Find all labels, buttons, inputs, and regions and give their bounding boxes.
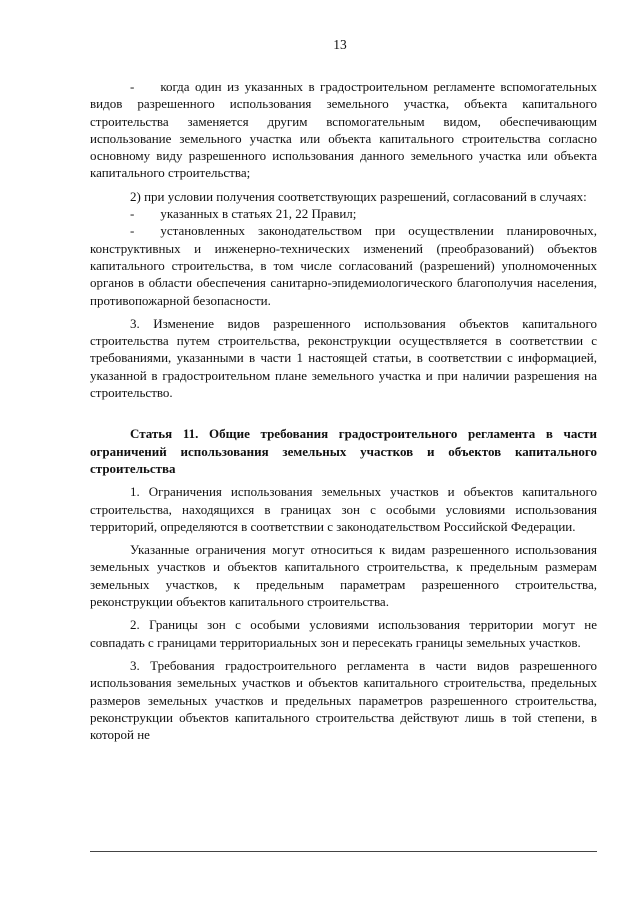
page-body	[90, 78, 597, 743]
paragraph-dash-articles: - указанных в статьях 21, 22 Правил;	[130, 206, 357, 222]
article-11-heading: Статья 11. Общие требования градостроительного регламента в части ограничений использования земельных участков и объектов капитального строительства	[90, 426, 597, 476]
page-number: 13	[333, 37, 347, 52]
paragraph-item-3: 3. Изменение видов разрешенного использования объектов капитального строительства путем строительства, реконструкции осуществляется в соответствии с требованиями, указанными в части 1 настоящей статьи, в соответствии с информацией, указанной в градостроительном плане земельного участка и при наличии разрешения на строительство.	[90, 315, 597, 401]
paragraph-article-11-part-1: 1. Ограничения использования земельных участков и объектов капитального строительства, находящихся в границах зон с особыми условиями использования территорий, определяются в соответствии с законодательством Российской Федерации.	[90, 484, 597, 534]
paragraph-restrictions: Указанные ограничения могут относиться к видам разрешенного использования земельных участков и объектов капитального строительства, к предельным размерам земельных участков, к предельным параметрам разрешенного строительства, реконструкции объектов капитального строительства.	[90, 542, 597, 610]
paragraph-article-11-part-3: 3. Требования градостроительного регламента в части видов разрешенного использования земельных участков и объектов капитального строительства, предельных размеров земельных участков и предельных параметров разрешенного строительства, реконструкции объектов капитального строительства действуют лишь в той степени, в которой не	[90, 657, 597, 743]
paragraph-dash-replacement: - когда один из указанных в градостроительном регламенте вспомогательных видов разрешенного использования земельного участка, объекта капитального строительства заменяется другим вспомогательным видом, обеспечивающим использование земельного участка или объекта капитального строительства согласно основному виду разрешенного использования данного земельного участка или объекта капитального строительства;	[90, 79, 597, 181]
paragraph-dash-legislation: - установленных законодательством при осуществлении планировочных, конструктивных и инженерно-технических изменений (преобразований) объектов капитального строительства, в том числе согласований (разрешений) уполномоченных органов в области обеспечения санитарно-эпидемиологического благополучия населения, противопожарной безопасности.	[90, 223, 597, 308]
paragraph-item-2: 2) при условии получения соответствующих разрешений, согласований в случаях:	[130, 188, 587, 204]
paragraph-article-11-part-2: 2. Границы зон с особыми условиями использования территории могут не совпадать с границами территориальных зон и пересекать границы земельных участков.	[90, 617, 597, 650]
footer-rule	[90, 851, 597, 852]
